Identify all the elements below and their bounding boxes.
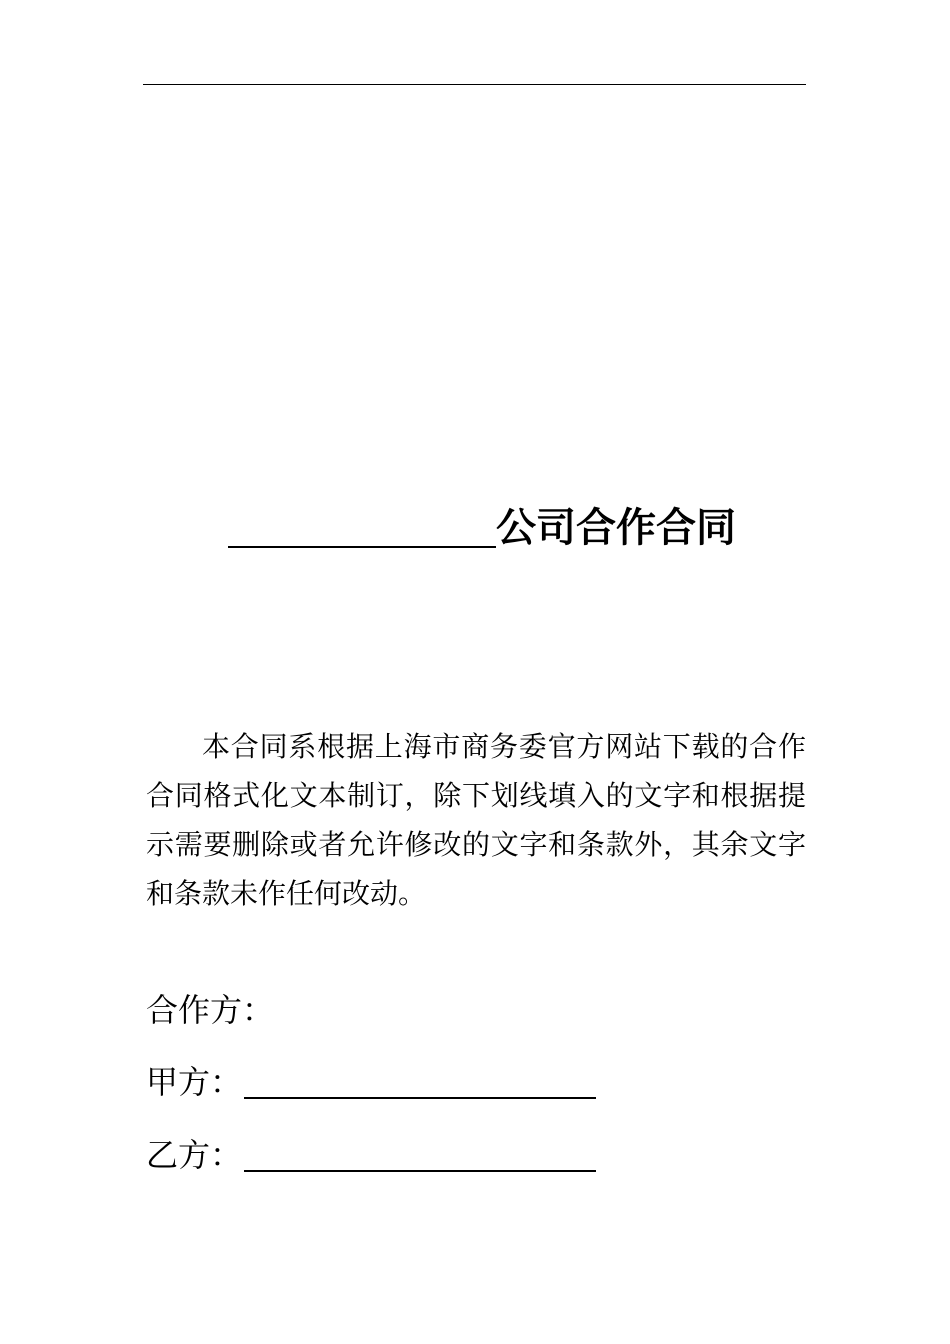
party-a-blank[interactable] [244, 1097, 596, 1099]
company-name-blank[interactable] [228, 546, 496, 548]
party-a-label: 甲方： [146, 1063, 243, 1101]
document-title [228, 500, 736, 556]
title-text: 公司合作合同 [496, 505, 736, 551]
header-rule [143, 84, 806, 85]
party-b-line [146, 1133, 596, 1177]
parties-heading: 合作方： [146, 991, 275, 1029]
party-a-line [146, 1060, 596, 1104]
notice-paragraph: 本合同系根据上海市商务委官方网站下载的合作合同格式化文本制订，除下划线填入的文字和根据提示需要删除或者允许修改的文字和条款外，其余文字和条款未作任何改动。 [146, 730, 806, 910]
party-b-label: 乙方： [146, 1136, 243, 1174]
party-b-blank[interactable] [244, 1170, 596, 1172]
